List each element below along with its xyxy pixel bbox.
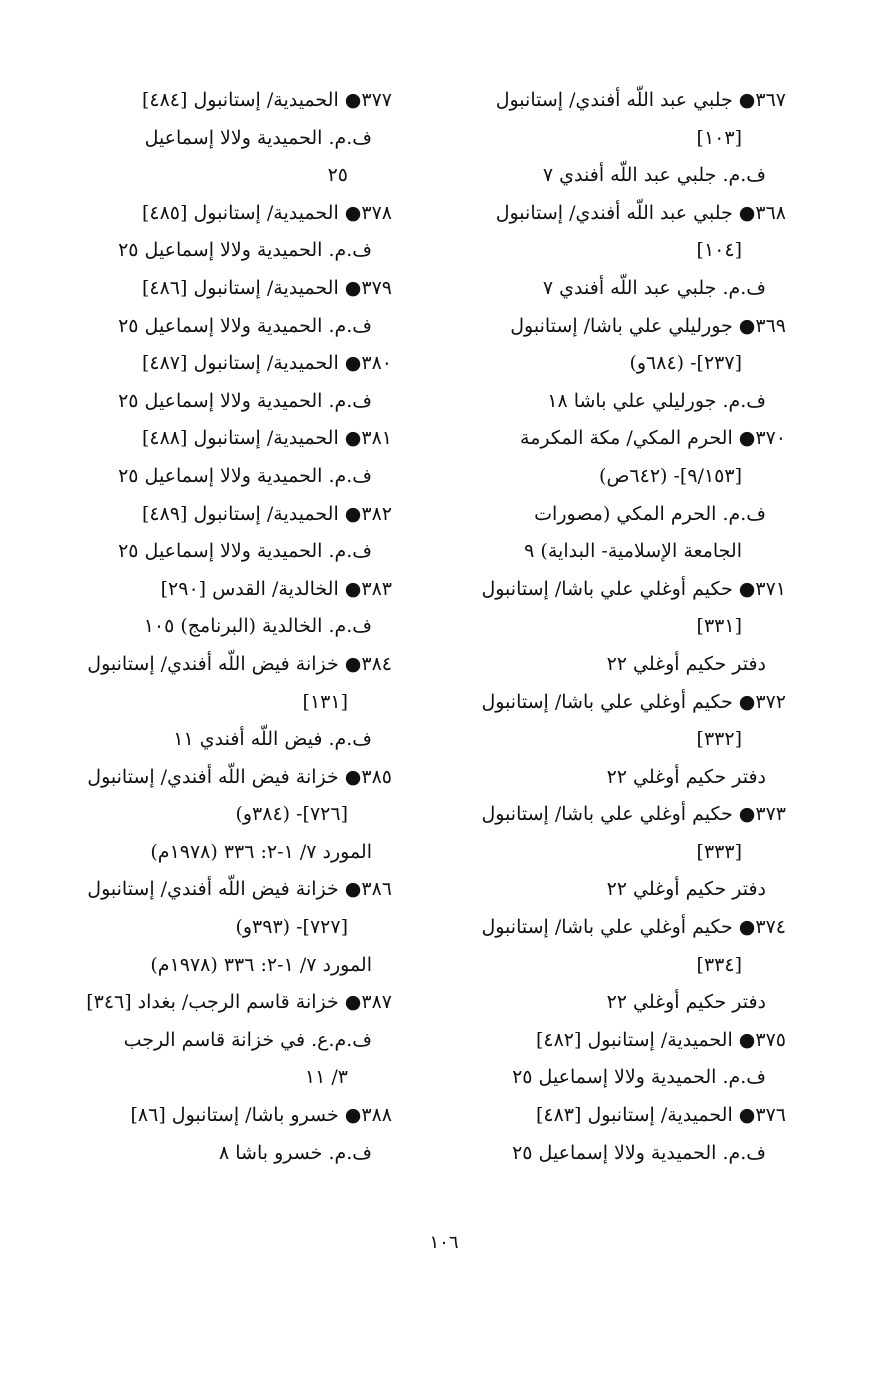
entry-reference: ف.م. الحميدية ولالا إسماعيل ٢٥ [118,464,372,487]
page-number: ١٠٦ [429,1232,459,1253]
entry-reference: ف.م. الحميدية ولالا إسماعيل ٢٥ [118,314,372,337]
entry-reference: ف.م. الحميدية ولالا إسماعيل ٢٥ [118,239,372,262]
entry-continuation: [٣٣٣] [696,840,742,863]
entry-continuation: ٣/ ١١ [304,1066,348,1089]
entry-reference: ف.م. جلبي عبد اللّه أفندي ٧ [542,164,766,187]
entry-heading: ٣٦٧● جلبي عبد اللّه أفندي/ إستانبول [495,89,786,111]
entry-heading: ٣٨١● الحميدية/ إستانبول [٤٨٨] [141,427,392,450]
entry-heading: ٣٧٢● حكيم أوغلي علي باشا/ إستانبول [481,690,786,713]
left-column [56,82,392,1172]
entry-heading: ٣٧٧● الحميدية/ إستانبول [٤٨٤] [141,89,392,111]
entry-reference: ف.م. الحميدية ولالا إسماعيل [144,126,372,149]
entry-continuation: [٧٢٦]- (٣٨٤و) [235,803,348,826]
entry-continuation: [٣٣٤] [696,953,742,976]
entry-heading: ٣٨٨● خسرو باشا/ إستانبول [٨٦] [130,1104,392,1127]
entry-continuation: الجامعة الإسلامية- البداية) ٩ [524,540,742,563]
entry-heading: ٣٧٠● الحرم المكي/ مكة المكرمة [520,427,786,450]
entry-reference: ف.م. الحميدية ولالا إسماعيل ٢٥ [512,1066,766,1089]
entry-reference: ف.م. فيض اللّه أفندي ١١ [173,728,372,751]
entry-continuation: [٢٣٧]- (٦٨٤و) [629,352,742,375]
entry-heading: ٣٨٥● خزانة فيض اللّه أفندي/ إستانبول [87,765,392,788]
entry-heading: ٣٨٧● خزانة قاسم الرجب/ بغداد [٣٤٦] [86,991,392,1014]
entry-continuation: [٣٣١] [696,615,742,638]
right-column [448,82,786,1172]
entry-reference: دفتر حكيم أوغلي ٢٢ [606,878,766,901]
entry-reference: ف.م. جورليلي علي باشا ١٨ [547,389,766,412]
entry-heading: ٣٨٤● خزانة فيض اللّه أفندي/ إستانبول [87,652,392,675]
entry-continuation: [١٣١] [302,690,348,713]
entry-reference: ف.م. خسرو باشا ٨ [218,1141,372,1164]
entry-reference: ف.م. الحميدية ولالا إسماعيل ٢٥ [512,1141,766,1164]
entry-reference: دفتر حكيم أوغلي ٢٢ [606,991,766,1014]
entry-heading: ٣٦٩● جورليلي علي باشا/ إستانبول [510,314,786,337]
entry-heading: ٣٧٨● الحميدية/ إستانبول [٤٨٥] [141,201,392,224]
entry-heading: ٣٦٨● جلبي عبد اللّه أفندي/ إستانبول [495,201,786,224]
entry-reference: ف.م. الخالدية (البرنامج) ١٠٥ [143,615,372,638]
entry-heading: ٣٧٩● الحميدية/ إستانبول [٤٨٦] [141,276,392,299]
entry-continuation: [١٠٣] [696,126,742,149]
entry-reference: ف.م. جلبي عبد اللّه أفندي ٧ [542,276,766,299]
entry-reference: ف.م. الحرم المكي (مصورات [534,502,766,525]
entry-heading: ٣٧٣● حكيم أوغلي علي باشا/ إستانبول [481,803,786,826]
entry-reference: ف.م.ع. في خزانة قاسم الرجب [123,1028,372,1051]
entry-heading: ٣٧٦● الحميدية/ إستانبول [٤٨٣] [535,1104,786,1127]
entry-continuation: [٣٣٢] [696,728,742,751]
entry-heading: ٣٧١● حكيم أوغلي علي باشا/ إستانبول [481,577,786,600]
entry-reference: دفتر حكيم أوغلي ٢٢ [606,765,766,788]
entry-reference: ف.م. الحميدية ولالا إسماعيل ٢٥ [118,540,372,563]
entry-reference: المورد ٧/ ١-٢: ٣٣٦ (١٩٧٨م) [150,953,372,976]
entry-heading: ٣٨٢● الحميدية/ إستانبول [٤٨٩] [141,502,392,525]
entry-heading: ٣٨٠● الحميدية/ إستانبول [٤٨٧] [141,352,392,375]
entry-heading: ٣٧٤● حكيم أوغلي علي باشا/ إستانبول [481,916,786,939]
entry-continuation: ٢٥ [327,164,348,187]
entry-heading: ٣٨٣● الخالدية/ القدس [٢٩٠] [160,577,392,600]
entry-reference: المورد ٧/ ١-٢: ٣٣٦ (١٩٧٨م) [150,840,372,863]
entry-continuation: [٧٢٧]- (٣٩٣و) [235,916,348,939]
entry-reference: دفتر حكيم أوغلي ٢٢ [606,652,766,675]
entry-heading: ٣٧٥● الحميدية/ إستانبول [٤٨٢] [535,1028,786,1051]
entry-reference: ف.م. الحميدية ولالا إسماعيل ٢٥ [118,389,372,412]
entry-heading: ٣٨٦● خزانة فيض اللّه أفندي/ إستانبول [87,878,392,901]
entry-continuation: [١٠٤] [696,239,742,262]
entry-continuation: [٩/١٥٣]- (٦٤٢ص) [599,464,742,487]
